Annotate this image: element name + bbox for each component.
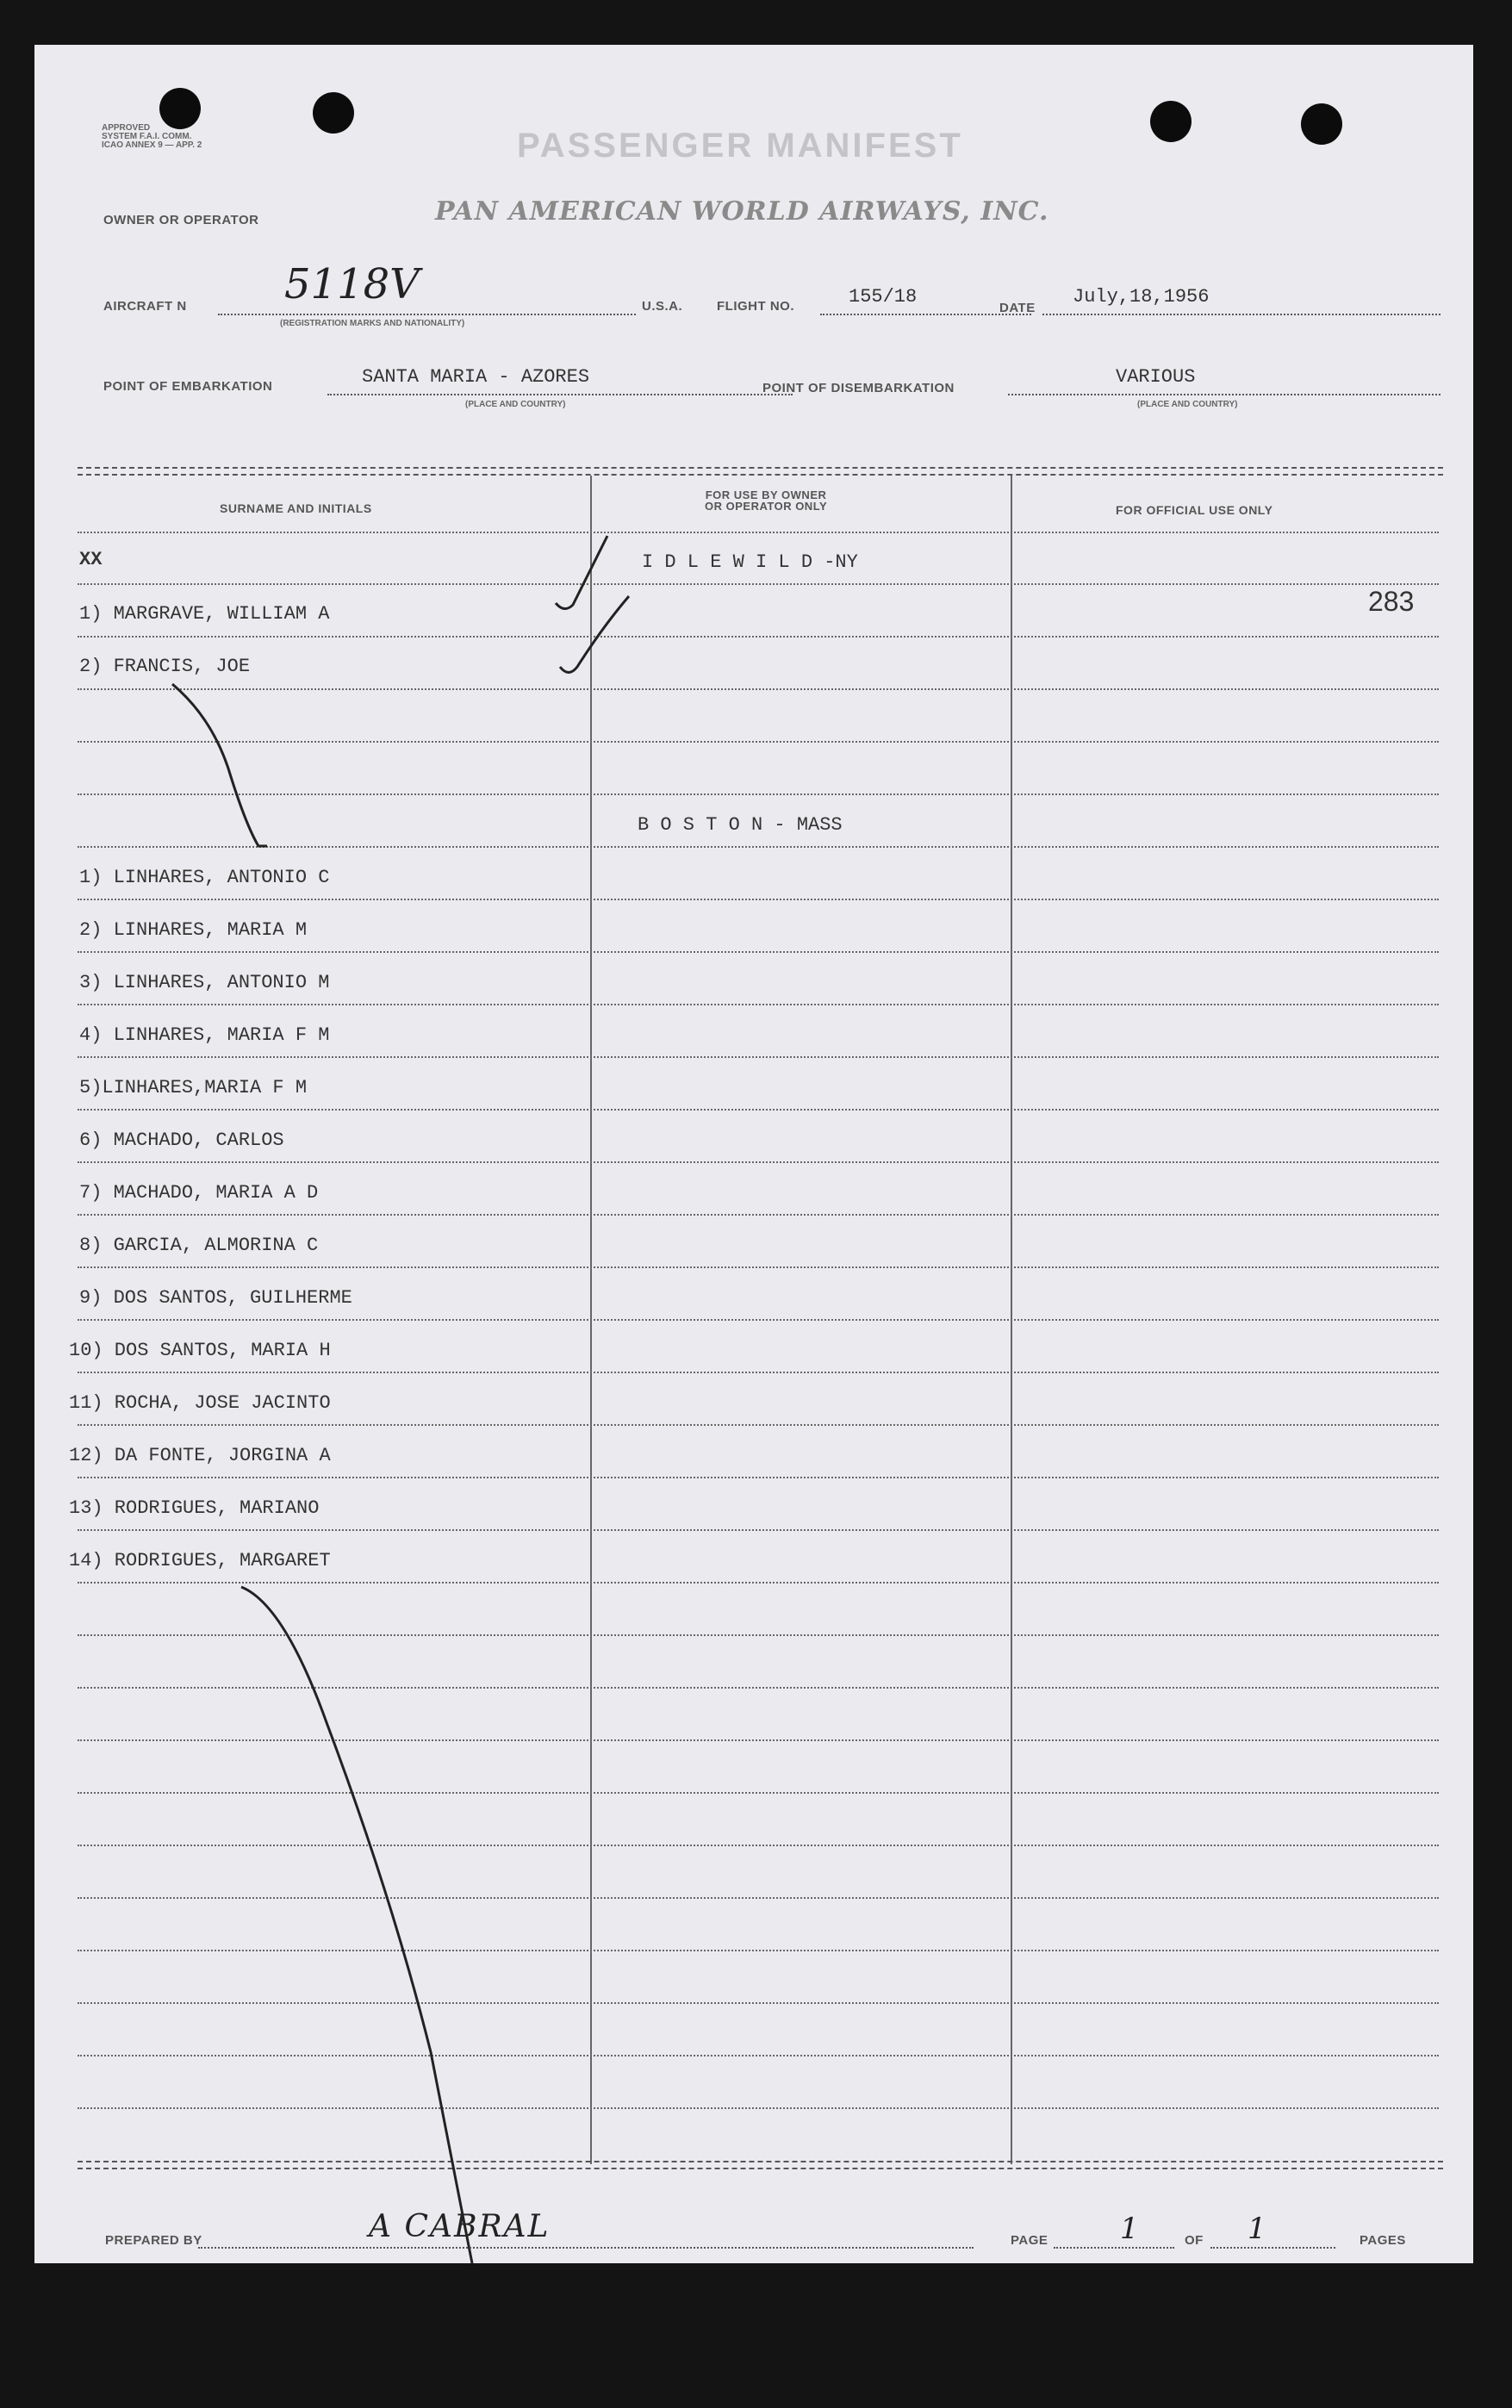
- column-header-owner-use: FOR USE BY OWNER OR OPERATOR ONLY: [705, 488, 828, 513]
- passenger-row: 11) ROCHA, JOSE JACINTO: [69, 1392, 331, 1414]
- passenger-row: 4) LINHARES, MARIA F M: [79, 1024, 330, 1046]
- passenger-row: 7) MACHADO, MARIA A D: [79, 1182, 319, 1204]
- embark-place-note: (PLACE AND COUNTRY): [465, 400, 566, 409]
- manifest-sheet: [34, 45, 1473, 2263]
- bracket-stroke: [172, 684, 267, 846]
- destination-boston: B O S T O N - MASS: [638, 814, 843, 836]
- owner-label: OWNER OR OPERATOR: [103, 213, 259, 227]
- registration-note: (REGISTRATION MARKS AND NATIONALITY): [280, 319, 465, 328]
- passenger-row: 13) RODRIGUES, MARIANO: [69, 1497, 320, 1519]
- owner-value: PAN AMERICAN WORLD AIRWAYS, INC.: [435, 196, 1049, 227]
- bracket-stroke: [241, 1587, 472, 2263]
- passenger-row: 8) GARCIA, ALMORINA C: [79, 1235, 319, 1256]
- disembark-place-note: (PLACE AND COUNTRY): [1137, 400, 1238, 409]
- passenger-row: 1) MARGRAVE, WILLIAM A: [79, 603, 330, 625]
- passenger-row: 10) DOS SANTOS, MARIA H: [69, 1340, 331, 1361]
- date-value: July,18,1956: [1073, 286, 1210, 308]
- prepared-label: PREPARED BY: [105, 2233, 202, 2248]
- column-header-official: FOR OFFICIAL USE ONLY: [1116, 503, 1273, 517]
- disembark-label: POINT OF DISEMBARKATION: [762, 381, 955, 395]
- passenger-row: 12) DA FONTE, JORGINA A: [69, 1445, 331, 1466]
- aircraft-value: 5118V: [284, 260, 420, 308]
- page-label: PAGE: [1011, 2233, 1048, 2248]
- passenger-row: 9) DOS SANTOS, GUILHERME: [79, 1287, 352, 1309]
- aircraft-label: AIRCRAFT N: [103, 299, 187, 314]
- passenger-row: 5)LINHARES,MARIA F M: [79, 1077, 308, 1098]
- passenger-row: 6) MACHADO, CARLOS: [79, 1129, 284, 1151]
- flight-value: 155/18: [849, 286, 918, 308]
- date-label: DATE: [999, 301, 1036, 315]
- of-value: 1: [1248, 2212, 1266, 2246]
- official-count: 283: [1368, 586, 1415, 617]
- column-header-surname: SURNAME AND INITIALS: [220, 501, 372, 515]
- embark-label: POINT OF EMBARKATION: [103, 379, 273, 394]
- passenger-row: 2) LINHARES, MARIA M: [79, 919, 308, 941]
- prepared-signature: A CABRAL: [369, 2209, 551, 2244]
- disembark-value: VARIOUS: [1116, 366, 1196, 388]
- embark-value: SANTA MARIA - AZORES: [362, 366, 590, 388]
- approval-stamp: APPROVED SYSTEM F.A.I. COMM. ICAO ANNEX 9 — APP. 2: [102, 123, 202, 150]
- passenger-row: 1) LINHARES, ANTONIO C: [79, 867, 330, 888]
- group-marker: XX: [79, 549, 103, 570]
- passenger-row: 3) LINHARES, ANTONIO M: [79, 972, 330, 993]
- of-label: OF: [1185, 2233, 1204, 2248]
- destination-idlewild: I D L E W I L D -NY: [642, 551, 858, 573]
- check-mark: [556, 536, 607, 609]
- passenger-row: 14) RODRIGUES, MARGARET: [69, 1550, 331, 1571]
- flight-label: FLIGHT NO.: [717, 299, 794, 314]
- page-value: 1: [1120, 2212, 1139, 2246]
- pen-marks: [34, 45, 1473, 2263]
- usa-label: U.S.A.: [642, 299, 683, 314]
- page-title: PASSENGER MANIFEST: [517, 127, 963, 165]
- passenger-row: 2) FRANCIS, JOE: [79, 656, 251, 677]
- pages-label: PAGES: [1360, 2233, 1406, 2248]
